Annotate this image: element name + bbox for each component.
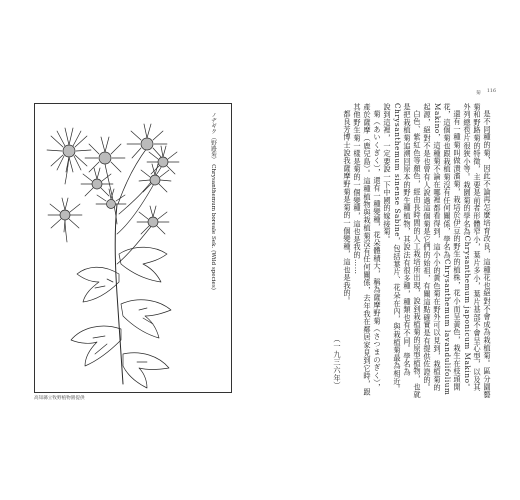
plate-inscription: ノヂギク（野路菊） Chrysanthemum boreale Sek. (Wild species) — [210, 112, 216, 290]
flower-head-6 — [137, 206, 169, 234]
flower-head-4 — [139, 164, 171, 192]
chrysanthemum-drawing — [35, 104, 231, 392]
header-title: 菊 — [476, 91, 481, 96]
paragraph: 是不同種的菊，因此不論再怎麼培育改良，這種花也絕對不會成為栽植菊。區分園藝菊和野路菊的特徵，主要是前者形體窄小，葉片多小，葉片基部不會呈心型，以及其外列總苞片很狹小等。栽園菊的學名為Chrysanthemum japonicum Makino。 — [463, 103, 492, 399]
running-header — [476, 89, 496, 96]
figure-caption: 高知縣立牧野植物園提供 — [34, 396, 85, 401]
botanical-illustration — [34, 103, 232, 393]
flower-head-1 — [85, 137, 125, 172]
flower-head-2 — [127, 124, 167, 158]
flower-head-5 — [81, 168, 113, 196]
paragraph: 菊（あいくぎく），還有一種變種，花朵體積大，稱為薩摩野菊（さつまのぎく），產於薩摩（鹿兒島）。這種植物與栽植菊沒有任何關係，去年我在鄰居家見到它時，跟其他野生菊一樣是菊的一個變種，這也是我的…… — [353, 103, 382, 396]
essay-body — [262, 103, 492, 399]
flower-head-3 — [147, 146, 179, 174]
paragraph: 還有一種菊叫做潰濱菊，栽培於伊豆的野生的植株，花小而呈黃色，栽生在枝頭開花，這個菊也跟栽植菊沒有任何關係，學名為Chrysanthemum lavandulifolium Makino，這種菊不論在哪裡都看得到，這小小的黃色菊在野外可以見到，栽植菊的起源，絕對不是也曾有人說過這個菊是它們的始祖，有關這點確實是有提供佐證的。 — [423, 103, 462, 396]
flower-head-detail-2 — [48, 198, 82, 242]
flower-head-detail-1 — [47, 128, 91, 184]
paragraph: 白色、紫紅色等顏色，經由長時間的人工栽培所出現，說到栽植菊的原型植物，也就是把栽植菊追溯回原本的野生種植物，其說法有很多種，種類也有不同。學名為Chrysanthemum sinense Sabine，包括葉片、花朵在內，與栽植菊最為相近。說到這裡，一定要說一下中國的嫁接菊。 — [383, 103, 422, 399]
paragraph: 都良芳博士說我薩摩野菊是菊的一個變種，這也是我的。 — [343, 110, 352, 306]
page-number: 116 — [486, 89, 496, 94]
essay-date: （一九三六年） — [333, 335, 342, 390]
